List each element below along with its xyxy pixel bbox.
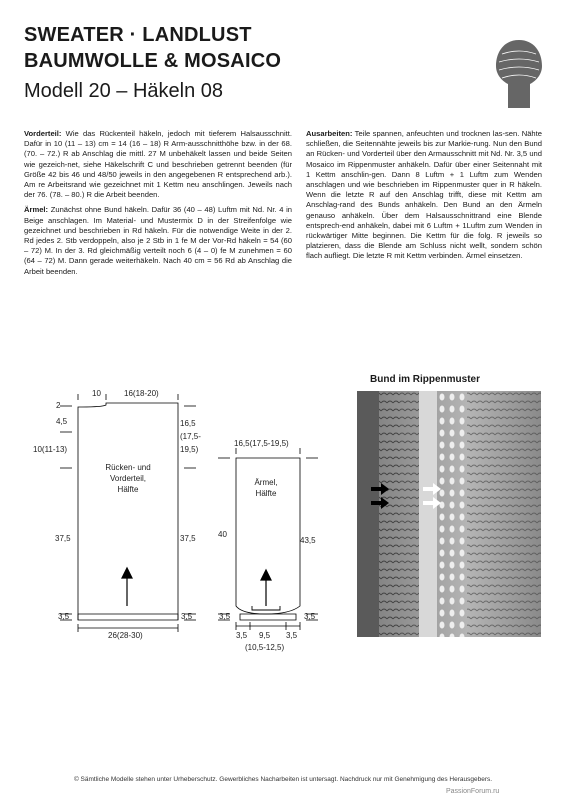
body-right-dim-3-5: 3,5 (181, 612, 193, 621)
body-piece-label: Rücken- und Vorderteil, Hälfte (105, 463, 151, 494)
schematic-diagrams (0, 380, 320, 660)
rib-pattern-photo (357, 391, 541, 637)
sleeve-right-dim-43-5: 43,5 (300, 536, 316, 545)
finishing-paragraph: Ausarbeiten: Teile spannen, anfeuchten und trocknen las-sen. Nähte schließen, die Seitennähte jeweils bis zur Markie-rung. Nun den Bund an Rücken- und Vorderteil über den Armausschnitt mit Nd. Nr. 3,5 und Mosaico im Rippenmuster anhäkeln. Dafür über einer Seitennaht mit 1 Kettm anschlin-gen. Dann 8 Luftm + 1 Luftm zum Wenden anschlagen und wie beschrieben im Rippenmuster quer in R häkeln. Wenn die letzte R auf den Anschlag trifft, diese mit Kettm am Anschlag-rand des Bunds anhäkeln. Den Bund an den Ärmeln genauso anhäkeln. Über dem Halsausschnittrand eine Blende entsprech-end anhäkeln, dabei mit 6 Luftm + 1Luftm zum Wenden in rückwärtiger Mitte beginnen. Die Kettm für die folg. R jeweils so platzieren, dass die Blende am Schluss nicht wellt, sondern schön flach aufliegt. Die letzte R mit Kettm verbinden. Ärmel einsetzen. (306, 129, 542, 261)
sleeve-left-dim-40: 40 (218, 530, 227, 539)
sleeve-right-dim-3-5: 3,5 (304, 612, 316, 621)
body-top-dim-a: 10 (92, 389, 101, 398)
title-line-1: SWEATER · LANDLUST (24, 24, 252, 46)
copyright-footer: © Sämtliche Modelle stehen unter Urheberschutz. Gewerbliches Nacharbeiten ist untersagt. Nachdruck nur mit Genehmigung des Herausgebers. (73, 776, 493, 783)
body-left-dim-2: 2 (56, 401, 61, 410)
body-right-dim-19-5: 19,5) (180, 445, 199, 454)
sleeve-bottom-dim-3: 3,5 (286, 631, 298, 640)
instructions-left-column (24, 129, 292, 282)
body-left-dim-3-5: 3,5 (58, 612, 70, 621)
body-right-dim-17-5: (17,5- (180, 432, 201, 441)
sleeve-top-dim: 16,5(17,5-19,5) (234, 439, 289, 448)
sleeve-bottom-dim-2: 9,5 (259, 631, 271, 640)
body-bottom-dim: 26(28-30) (108, 631, 143, 640)
title-line-3: Modell 20 – Häkeln 08 (24, 80, 224, 102)
title-line-2: BAUMWOLLE & MOSAICO (24, 50, 282, 72)
body-left-dim-37-5: 37,5 (55, 534, 71, 543)
front-paragraph: Vorderteil: Wie das Rückenteil häkeln, jedoch mit tieferem Halsausschnitt. Dafür in 10 (11 – 13) cm = 14 (16 – 18) R Arm-ausschnitthöhe bzw. in der 68. (70. – 72.) R ab Anschlag die mittl. 27 M unbehäkelt lassen und beide Seiten wie gezeich-net, siehe Häkelschrift C und beschrieben getrennt beenden (für Größe 42 bis 46 und 48/50 jeweils in den angegebenen R entsprechend arb.). Am re Arbeitsrand wie gezeichnet mit 1 Kettm neu anschlingen. Jeweils nach der 76. (78. – 80.) R die Arbeit beenden. (24, 129, 292, 200)
sleeve-paragraph: Ärmel: Zunächst ohne Bund häkeln. Dafür 36 (40 – 48) Luftm mit Nd. Nr. 4 in Beige anschlagen. Im Material- und Mustermix D in der Streifenfolge wie gezeichnet und beschrieben in Rd häkeln. Für die notwendige Weite in der 2. Rd jedes 2. Stb verdoppeln, also je 2 Stb in 1 fe M der Vor-Rd häkeln = 54 (60 – 72) M. In der 3. Rd gleichmäßig verteilt noch 6 (4 – 0) fe M zunehmen = 60 (64 – 72) M. Dann gerade weiterhäkeln. Nach 40 cm = 56 Rd ab Anschlag die Arbeit beenden. (24, 205, 292, 276)
sleeve-bottom-dim-1: 3,5 (236, 631, 248, 640)
body-right-dim-16-5: 16,5 (180, 419, 196, 428)
body-left-dim-10: 10(11-13) (33, 445, 68, 454)
photo-caption: Bund im Rippenmuster (370, 374, 481, 385)
sleeve-left-dim-3-5: 3,5 (219, 612, 231, 621)
instructions-right-column (306, 129, 542, 267)
lana-grossa-logo (494, 38, 544, 110)
body-top-dim-b: 16(18-20) (124, 389, 159, 398)
body-left-dim-4-5: 4,5 (56, 417, 68, 426)
watermark: PassionForum.ru (446, 788, 500, 795)
body-right-dim-37-5: 37,5 (180, 534, 196, 543)
sleeve-piece-label: Ärmel, Hälfte (254, 478, 278, 498)
sleeve-bottom-dim-4: (10,5-12,5) (245, 643, 285, 652)
